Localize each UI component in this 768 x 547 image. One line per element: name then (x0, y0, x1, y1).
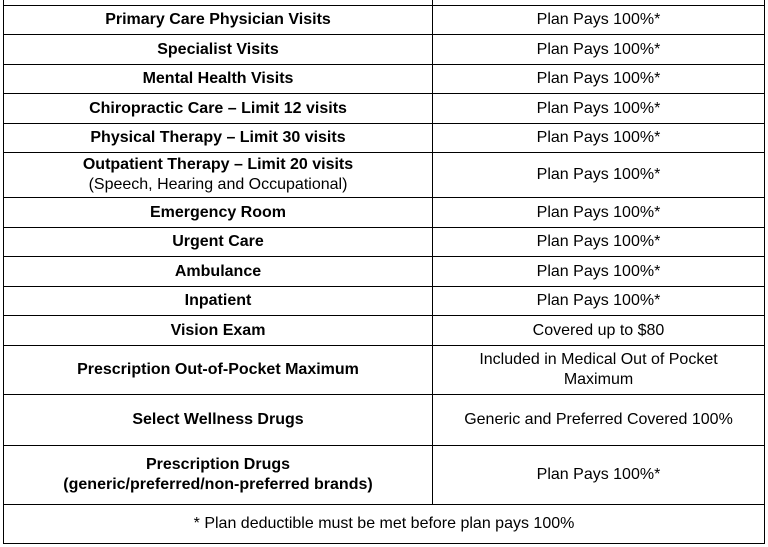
coverage-cell: Plan Pays 100%* (433, 124, 765, 153)
coverage-cell: Plan Pays 100%* (433, 228, 765, 257)
footnote-row (4, 505, 765, 544)
table-row (4, 35, 765, 65)
coverage-cell: Plan Pays 100%* (433, 35, 765, 65)
benefit-cell: Select Wellness Drugs (4, 395, 433, 446)
benefit-cell: Emergency Room (4, 198, 433, 228)
table-row (4, 257, 765, 287)
coverage-cell: Plan Pays 100%* (433, 153, 765, 198)
table-row (4, 94, 765, 124)
benefit-cell: Vision Exam (4, 316, 433, 346)
benefits-table (3, 0, 765, 544)
table-row (4, 346, 765, 395)
benefit-cell: Primary Care Physician Visits (4, 6, 433, 35)
coverage-cell: Covered up to $80 (433, 316, 765, 346)
coverage-cell: Plan Pays 100%* (433, 198, 765, 228)
table-row (4, 124, 765, 153)
table-row (4, 395, 765, 446)
benefit-cell: Ambulance (4, 257, 433, 287)
coverage-cell: Plan Pays 100%* (433, 287, 765, 316)
benefit-sublabel: (Speech, Hearing and Occupational) (88, 176, 348, 193)
benefit-label: Outpatient Therapy – Limit 20 visits (82, 156, 354, 173)
benefit-label: Prescription Drugs (145, 456, 291, 473)
table-row (4, 316, 765, 346)
coverage-cell: Plan Pays 100%* (433, 446, 765, 505)
coverage-text: Included in Medical Out of Pocket Maximum (479, 351, 718, 388)
table-row (4, 198, 765, 228)
benefit-cell: Mental Health Visits (4, 65, 433, 94)
table-row (4, 287, 765, 316)
coverage-cell: Plan Pays 100%* (433, 94, 765, 124)
benefit-sublabel: (generic/preferred/non-preferred brands) (63, 476, 373, 493)
footnote: * Plan deductible must be met before plan pays 100% (4, 505, 765, 544)
table-row (4, 446, 765, 505)
table-row (4, 65, 765, 94)
coverage-cell: Plan Pays 100%* (433, 257, 765, 287)
benefit-cell (4, 446, 433, 505)
table-row (4, 153, 765, 198)
benefit-cell: Prescription Out-of-Pocket Maximum (4, 346, 433, 395)
coverage-cell (433, 346, 765, 395)
benefit-cell (4, 153, 433, 198)
benefit-cell: Specialist Visits (4, 35, 433, 65)
coverage-cell: Plan Pays 100%* (433, 6, 765, 35)
table-row (4, 6, 765, 35)
benefit-cell: Urgent Care (4, 228, 433, 257)
benefit-cell: Physical Therapy – Limit 30 visits (4, 124, 433, 153)
table-row (4, 228, 765, 257)
benefit-cell: Chiropractic Care – Limit 12 visits (4, 94, 433, 124)
coverage-cell: Plan Pays 100%* (433, 65, 765, 94)
benefit-cell: Inpatient (4, 287, 433, 316)
coverage-cell: Generic and Preferred Covered 100% (433, 395, 765, 446)
